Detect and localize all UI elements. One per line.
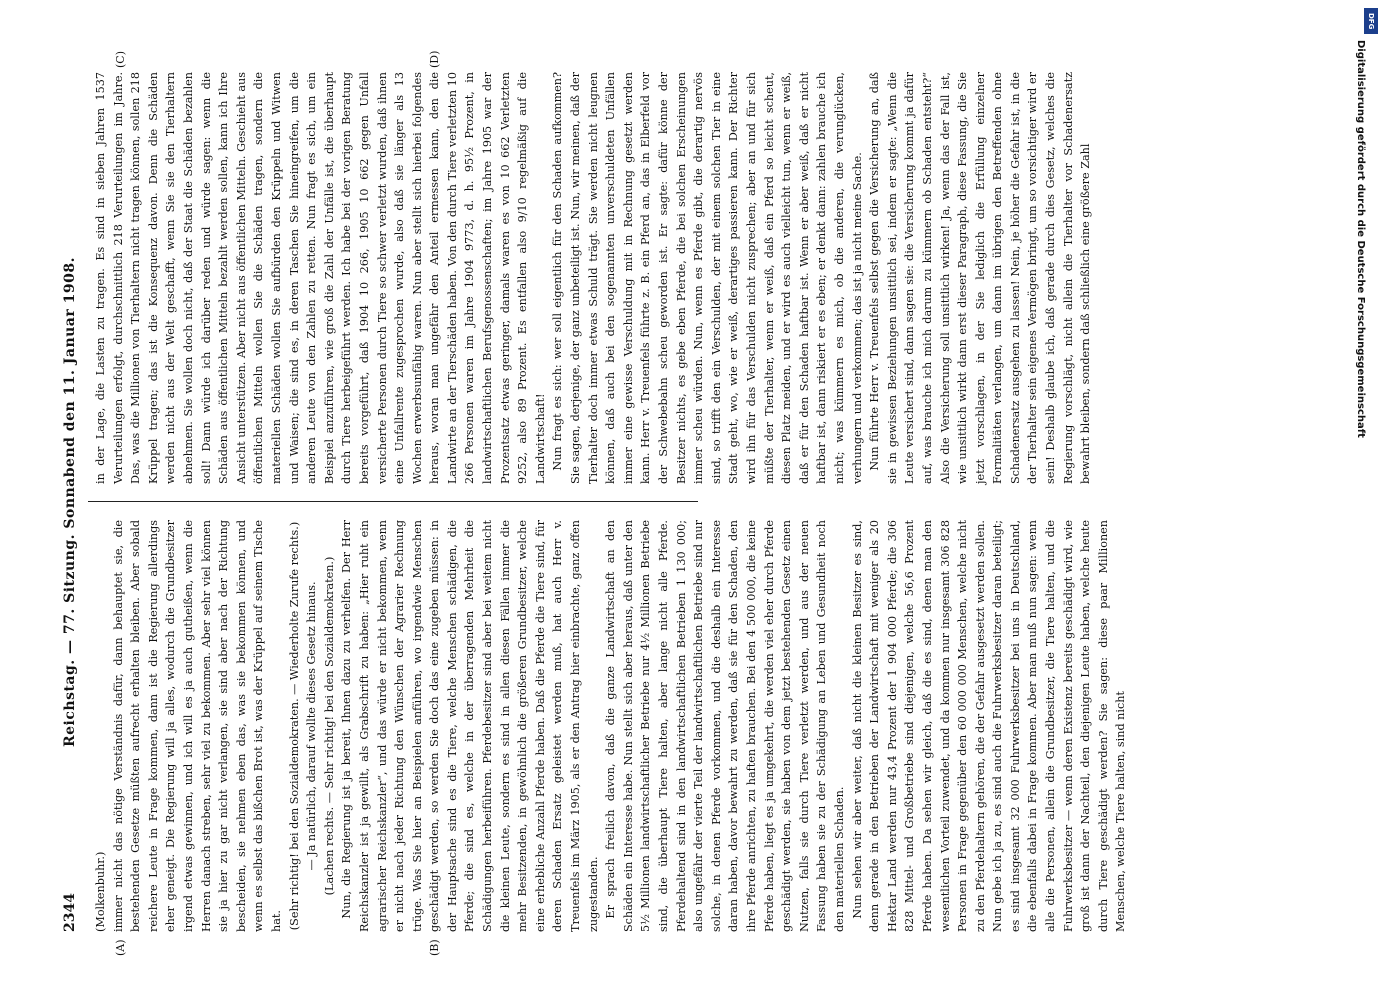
left-column (92, 520, 1128, 932)
credit-line: Digitalisierung gefördert durch die Deutsche Forschungsgemeinschaft (1355, 40, 1366, 438)
right-column (92, 72, 1093, 484)
interjection: — Ja natürlich, darauf wollte dieses Gesetz hinaus. (305, 581, 319, 871)
paragraph: Er sprach freilich davon, daß die ganze Landwirtschaft an den Schäden ein Interesse habe. Nun stellt sich aber heraus, daß unter den 5½ Millionen landwirtschaftlicher Betriebe nur 4½ Millionen Betriebe sind, die überhaupt Tiere halten, aber lange nicht alle Pferde. Pferdehaltend sind in den landwirtschaftlichen Betrieben 1 130 000; also ungefähr der vierte Teil der landwirtschaftlichen Betriebe sind nur solche, in denen Pferde vorkommen, und die deshalb ein Interesse daran haben, davor bewahrt zu werden, daß sie für den Schaden, den ihre Pferde anrichten, zu haften brauchen. Bei den 4 500 000, die keine Pferde haben, liegt es ja umgekehrt, die werden viel eher durch Pferde geschädigt werden, sie haben von dem jetzt bestehenden Gesetz einen Nutzen, falls sie durch Tiere verletzt werden, und aus der neuen Fassung haben sie zu der Schädigung an Leben und Gesundheit noch den materiellen Schaden. (604, 520, 846, 932)
column-divider (88, 501, 698, 502)
paragraph: immer nicht das nötige Verständnis dafür, dann behauptet sie, die bestehenden Gesetze müßten aufrecht erhalten bleiben. Aber sobald reichere Leute in Frage kommen, dann ist die Regierung allerdings eher geneigt. Die Regierung will ja alles, wodurch die Grundbesitzer irgend etwas gewinnen, und ich will es ja auch gutheißen, wenn die Herren danach streben, sehr viel zu bekommen. Aber sehr viel können sie ja hier zu gar nicht verlangen, sie sind aber nach der Richtung bescheiden, sie nehmen eben das, was sie bekommen können, und wenn es selbst das bißchen Brot ist, was der Krüppel auf seinem Tische hat. (111, 520, 283, 932)
paragraph: Nun fragt es sich: wer soll eigentlich für den Schaden aufkommen? Sie sagen, derjenige, der ganz unbeteiligt ist. Nun, wir meinen, daß der Tierhalter doch immer etwas Schuld trägt. Sie werden nicht leugnen können, daß auch bei den sogenannten unverschuldeten Unfällen immer eine gewisse Verschuldung mit in Rechnung gesetzt werden kann. Herr v. Treuenfels führte z. B. ein Pferd an, das in Elberfeld vor der Schwebebahn scheu geworden ist. Er sagte: dafür könne der Besitzer nichts, es gebe eben Pferde, die bei solchen Erscheinungen immer scheu würden. Nun, wenn es Pferde gibt, die derartig nervös sind, so trifft den ein Verschulden, der mit einem solchen Tier in eine Stadt geht, wo, wie er weiß, derartiges passieren kann. Der Richter wird ihn für das Verschulden nicht zusprechen; aber an und für sich müßte der Tierhalter, wenn er weiß, daß ein Pferd so leicht scheut, diesen Platz meiden, und er wird es auch vielleicht tun, wenn er weiß, daß er für den Schaden haftbar ist. Wenn er aber weiß, daß er nicht haftbar ist, dann riskiert er es eben; er denkt dann: zahlen brauche ich nicht; was kümmern es mich, ob die anderen, die verunglücken, verhungern und verkommen; das ist ja nicht meine Sache. (551, 72, 864, 484)
paragraph: Nun sehen wir aber weiter, daß nicht die kleinen Besitzer es sind, denn gerade in den Betrieben der Landwirtschaft mit weniger als 20 Hektar Land werden nur 43,4 Prozent der 1 904 000 Pferde; die 306 828 Mittel- und Großbetriebe sind diejenigen, welche 56,6 Prozent Pferde haben. Da sehen wir gleich, daß die es sind, denen man den wesentlichen Vorteil zuwendet, und da kommen nur insgesamt 306 828 Personen in Frage gegenüber den 60 000 000 Menschen, welche nicht zu den Pferdehaltern gehören, die der Gefahr ausgesetzt werden sollen. Nun gebe ich ja zu, es sind auch die Fuhrwerksbesitzer daran beteiligt; es sind insgesamt 32 000 Fuhrwerksbesitzer bei uns in Deutschland, die ebenfalls dabei in Frage kommen. Aber man muß nun sagen: wenn alle die Personen, allein die Grundbesitzer, die Tiere halten, und die Fuhrwerksbesitzer — wenn deren Existenz bereits geschädigt wird, wie groß ist dann der Nachteil, den diejenigen Leute haben, welche heute durch Tiere geschädigt werden? Sie sagen: diese paar Millionen Menschen, welche Tiere halten, sind nicht (850, 520, 1128, 932)
margin-marker-a: (A) (114, 939, 127, 956)
margin-marker-d: (D) (428, 50, 441, 68)
running-header (58, 72, 84, 932)
margin-marker-b: (B) (428, 939, 441, 956)
newspaper-page (58, 50, 1308, 956)
page-number: 2344 (62, 893, 78, 932)
interjection: (Sehr richtig! bei den Sozialdemokraten. — Wiederholte Zurufe rechts.) (287, 521, 301, 931)
paragraph: Nun führte Herr v. Treuenfels selbst gegen die Versicherung an, daß sie in gewissen Beziehungen unsittlich sei, indem er sagte: „Wenn die Leute versichert sind, dann sagen sie: die Versicherung kommt ja dafür auf, was brauche ich mich darum zu kümmern ob Schaden entsteht?“ Also die Versicherung soll unsittlich wirken! Ja, wenn das der Fall ist, wie unsittlich wirkt dann erst dieser Paragraph, diese Fassung, die Sie jetzt vorschlagen, in der Sie lediglich die Erfüllung einzelner Formalitäten verlangen, um dann im übrigen den Betreffenden ohne Schadenersatz ausgehen zu lassen! Nein, je höher die Gefahr ist, in die der Tierhalter sein eigenes Vermögen bringt, um so vorsichtiger wird er sein! Deshalb glaube ich, daß gerade durch dies Gesetz, welches die Regierung vorschlägt, nicht allein die Tierhalter vor Schadenersatz bewahrt bleiben, sondern daß schließlich eine größere Zahl (868, 72, 1093, 484)
digitization-credit (1352, 40, 1370, 940)
interjection: (Lachen rechts. — Sehr richtig! bei den Sozialdemokraten.) (322, 556, 336, 896)
margin-marker-c: (C) (114, 51, 127, 68)
speaker-name: (Molkenbuhr.) (94, 851, 107, 932)
paragraph: in der Lage, die Lasten zu tragen. Es sind in sieben Jahren 1537 Verurteilungen erfolgt, durchschnittlich 218 Verurteilungen im Jahre. Das, was die Millionen von Tierhaltern nicht tragen können, sollen 218 Krüppel tragen; das ist die Konsequenz davon. Denn die Schäden werden nicht aus der Welt geschafft, wenn Sie sie den Tierhaltern abnehmen. Sie wollen doch nicht, daß der Staat die Schäden bezahlen soll! Dann würde ich darüber reden und würde sagen: wenn die Schäden aus öffentlichen Mitteln bezahlt werden sollen, kann ich Ihre Ansicht unterstützen. Aber nicht aus öffentlichen Mitteln. Geschieht aus öffentlichen Mitteln wollen Sie die Schäden tragen, sondern die materiellen Schäden wollen Sie aufbürden den Krüppeln und Witwen und Waisen; die sind es, in deren Taschen Sie hineingreifen, um die anderen Leute von den Zahlen zu retten. Nun fragt es sich, um ein Beispiel anzuführen, wie groß die Zahl der Unfälle ist, die überhaupt durch Tiere herbeigeführt werden. Ich habe bei der vorigen Beratung bereits vorgeführt, daß 1904 10 266, 1905 10 662 gegen Unfall versicherte Personen durch Tiere so schwer verletzt wurden, daß ihnen eine Unfallrente zugesprochen wurde, also daß sie länger als 13 Wochen erwerbsunfähig waren. Nun aber stellt sich hierbei folgendes heraus, woran man ungefähr den Anteil ermessen kann, den die Landwirte an der Tierschäden haben. Von den durch Tiere verletzten 10 266 Personen waren im Jahre 1904 9773, d. h. 95½ Prozent, in landwirtschaftlichen Berufsgenossenschaften; im Jahre 1905 war der Prozentsatz etwas geringer, damals waren es von 10 662 Verletzten 9252, also 89 Prozent. Es entfallen also 9/10 regelmäßig auf die Landwirtschaft! (94, 72, 547, 484)
dfg-logo: DFG (1364, 8, 1378, 34)
paragraph: Nun, die Regierung ist ja bereit, Ihnen dazu zu verhelfen. Der Herr Reichskanzler ist ja gewillt, als Grabschrift zu haben: „Hier ruht ein agrarischer Reichskanzler“, und das würde er nicht bekommen, wenn er nicht nach jeder Richtung den Wünschen der Agrarier Rechnung trüge. Was Sie hier an Beispielen anführen, wo irgendwie Menschen geschädigt werden, so werden Sie doch das eine zugeben müssen: in der Hauptsache sind es die Tiere, welche Menschen schädigen, die Pferde; die sind es, welche in der überragenden Mehrheit die Schädigungen herbeiführen. Pferdebesitzer sind aber bei weitem nicht die kleinen Leute, sondern es sind in allen diesen Fällen immer die mehr Besitzenden, in gewöhnlich die größeren Grundbesitzer, welche eine erhebliche Anzahl Pferde haben. Daß die Pferde die Tiere sind, für deren Schaden Ersatz geleistet werden muß, hat auch Herr v. Treuenfels im März 1905, als er den Antrag hier einbrachte, ganz offen zugestanden. (340, 520, 600, 932)
running-title: Reichstag. — 77. Sitzung. Sonnabend den 11. Januar 1908. (62, 257, 78, 747)
